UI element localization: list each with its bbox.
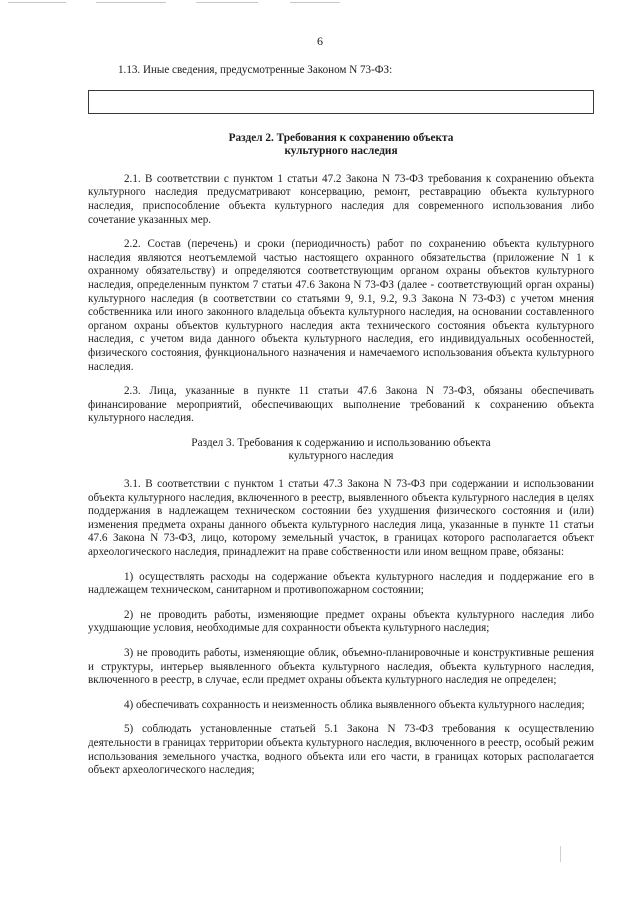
scan-artifact-speck <box>560 846 561 862</box>
list-item-3-1-1: 1) осуществлять расходы на содержание объекта культурного наследия и поддержание его в надлежащем техническом, санитарном и противопожарном состоянии; <box>88 570 594 597</box>
list-item-3-1-5: 5) соблюдать установленные статьей 5.1 Закона N 73-ФЗ требования к осуществлению деятельности в границах территории объекта культурного наследия, включенного в реестр, особый режим использования земельного участка, водного объекта или его части, в границах которых располагается объект археологического наследия; <box>88 723 594 777</box>
paragraph-2-2: 2.2. Состав (перечень) и сроки (периодичность) работ по сохранению объекта культурного наследия являются неотъемлемой частью настоящего охранного обязательства (приложение N 1 к охранному обязательству) и определяются соответствующим органом охраны объектов культурного наследия, определенным пунктом 7 статьи 47.6 Закона N 73-ФЗ (далее - соответствующий орган охраны) культурного наследия (в соответствии со статьями 9, 9.1, 9.2, 9.3 Закона N 73-ФЗ) с учетом мнения собственника или иного законного владельца объекта культурного наследия, на основании составленного органом охраны объектов культурного наследия акта технического состояния объекта культурного наследия, с учетом вида данного объекта культурного наследия, его индивидуальных особенностей, физического состояния, функционального назначения и намечаемого использования объекта культурного наследия. <box>88 238 594 373</box>
paragraph-2-1: 2.1. В соответствии с пунктом 1 статьи 47.2 Закона N 73-ФЗ требования к сохранению объекта культурного наследия предусматривают консервацию, ремонт, реставрацию объекта культурного наследия, приспособление объекта культурного наследия для современного использования либо сочетание указанных мер. <box>88 172 594 226</box>
page-number: 6 <box>317 34 323 48</box>
list-item-3-1-3: 3) не проводить работы, изменяющие облик, объемно-планировочные и конструктивные решения и структуры, интерьер выявленного объекта культурного наследия, объекта культурного наследия, включенного в реестр, в случае, если предмет охраны объекта культурного наследия не определен; <box>88 647 594 687</box>
document-body <box>88 60 594 788</box>
section-2-heading <box>88 132 594 159</box>
item-1-13: 1.13. Иные сведения, предусмотренные Законом N 73-ФЗ: <box>118 64 393 76</box>
scan-artifact-line <box>96 2 166 3</box>
other-info-field-box <box>88 90 594 114</box>
section-2-heading-line2: культурного наследия <box>284 145 398 158</box>
paragraph-2-3: 2.3. Лица, указанные в пункте 11 статьи 47.6 Закона N 73-ФЗ, обязаны обеспечивать финансирование мероприятий, обеспечивающих выполнение требований к сохранению объекта культурного наследия. <box>88 385 594 425</box>
scan-artifact-line <box>290 2 340 3</box>
section-3-heading <box>88 437 594 464</box>
paragraph-3-1: 3.1. В соответствии с пунктом 1 статьи 47.3 Закона N 73-ФЗ при содержании и использовании объекта культурного наследия, включенного в реестр, выявленного объекта культурного наследия в целях поддержания в надлежащем техническом состоянии без ухудшения физического состояния и (или) изменения предмета охраны данного объекта культурного наследия лица, указанные в пункте 11 статьи 47.6 Закона N 73-ФЗ, лицо, которому земельный участок, в границах которого располагается объект археологического наследия, принадлежит на праве собственности или ином вещном праве, обязаны: <box>88 478 594 559</box>
section-3-heading-line2: культурного наследия <box>288 450 394 463</box>
scan-artifact-line <box>8 2 66 3</box>
scan-artifact-line <box>196 2 258 3</box>
section-2-heading-line1: Раздел 2. Требования к сохранению объекта <box>228 131 454 144</box>
list-item-3-1-2: 2) не проводить работы, изменяющие предмет охраны объекта культурного наследия либо ухудшающие условия, необходимые для сохранности объекта культурного наследия; <box>88 608 594 635</box>
section-3-heading-line1: Раздел 3. Требования к содержанию и использованию объекта <box>191 436 491 449</box>
list-item-3-1-4: 4) обеспечивать сохранность и неизменность облика выявленного объекта культурного наследия; <box>124 698 585 711</box>
